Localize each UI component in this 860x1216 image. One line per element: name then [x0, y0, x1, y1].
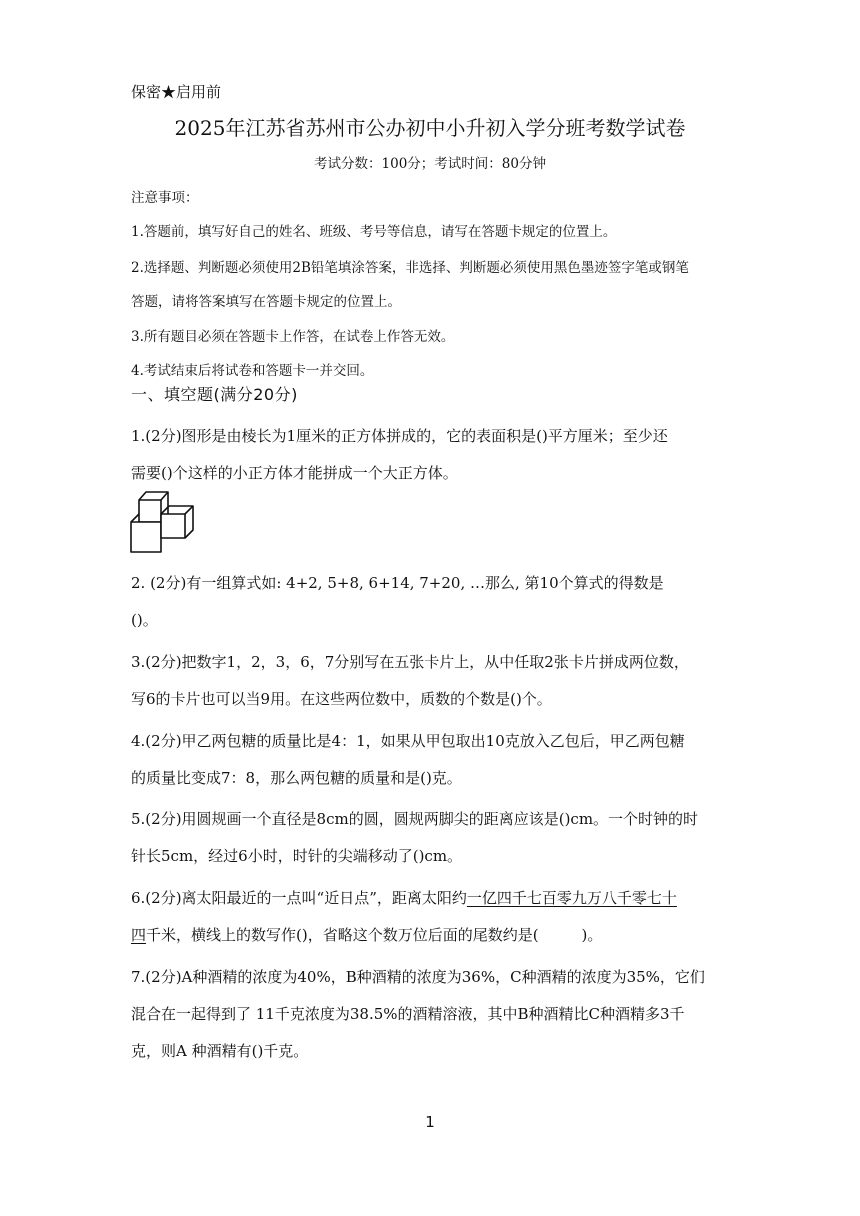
section-heading: 一、填空题(满分20分): [131, 385, 298, 404]
question-1-line: 1.(2分)图形是由棱长为1厘米的正方体拼成的，它的表面积是()平方厘米；至少还: [131, 427, 668, 445]
note-item: 2.选择题、判断题必须使用2B铅笔填涂答案，非选择、判断题必须使用黑色墨迹签字笔或钢笔: [131, 260, 689, 276]
question-4-line: 的质量比变成7：8，那么两包糖的质量和是()克。: [131, 769, 462, 787]
question-5-line: 5.(2分)用圆规画一个直径是8cm的圆，圆规两脚尖的距离应该是()cm。一个时钟的时: [131, 810, 699, 828]
underlined-number-text: 四: [131, 926, 147, 944]
exam-info: 考试分数：100分；考试时间：80分钟: [314, 156, 546, 172]
question-3-line: 写6的卡片也可以当9用。在这些两位数中，质数的个数是()个。: [131, 690, 552, 708]
note-item: 4.考试结束后将试卷和答题卡一并交回。: [131, 363, 374, 379]
confidential-mark: 保密★启用前: [131, 83, 222, 101]
question-3-line: 3.(2分)把数字1，2，3，6，7分别写在五张卡片上，从中任取2张卡片拼成两位数，: [131, 653, 689, 671]
question-2-line: 2. (2分)有一组算式如: 4+2, 5+8, 6+14, 7+20, …那么, 第10个算式的得数是: [131, 574, 664, 592]
question-4-line: 4.(2分)甲乙两包糖的质量比是4：1，如果从甲包取出10克放入乙包后，甲乙两包糖: [131, 732, 685, 750]
question-5-line: 针长5cm，经过6小时，时针的尖端移动了()cm。: [131, 847, 463, 865]
question-2-line: ()。: [131, 611, 158, 629]
question-6-line: [131, 888, 677, 908]
question-7-line: 7.(2分)A种酒精的浓度为40%，B种酒精的浓度为36%，C种酒精的浓度为35%，它们: [131, 968, 705, 986]
question-6-text: 千米，横线上的数写作()，省略这个数万位后面的尾数约是( )。: [146, 926, 603, 944]
question-6-text: 6.(2分)离太阳最近的一点叫“近日点”，距离太阳约: [131, 889, 467, 907]
exam-title: 2025年江苏省苏州市公办初中小升初入学分班考数学试卷: [174, 116, 686, 140]
cubes-figure: [129, 486, 199, 556]
note-item: 答题，请将答案填写在答题卡规定的位置上。: [131, 294, 401, 310]
page-number: 1: [425, 1113, 435, 1131]
notes-heading: 注意事项：: [131, 190, 199, 206]
note-item: 1.答题前，填写好自己的姓名、班级、考号等信息，请写在答题卡规定的位置上。: [131, 224, 617, 240]
question-1-line: 需要()个这样的小正方体才能拼成一个大正方体。: [131, 464, 458, 482]
question-7-line: 克，则A 种酒精有()千克。: [131, 1042, 309, 1060]
underlined-number-text: 一亿四千七百零九万八千零七十: [466, 889, 677, 907]
question-6-line: [131, 925, 602, 945]
note-item: 3.所有题目必须在答题卡上作答，在试卷上作答无效。: [131, 329, 455, 345]
question-7-line: 混合在一起得到了 11千克浓度为38.5%的酒精溶液，其中B种酒精比C种酒精多3千: [131, 1005, 685, 1023]
